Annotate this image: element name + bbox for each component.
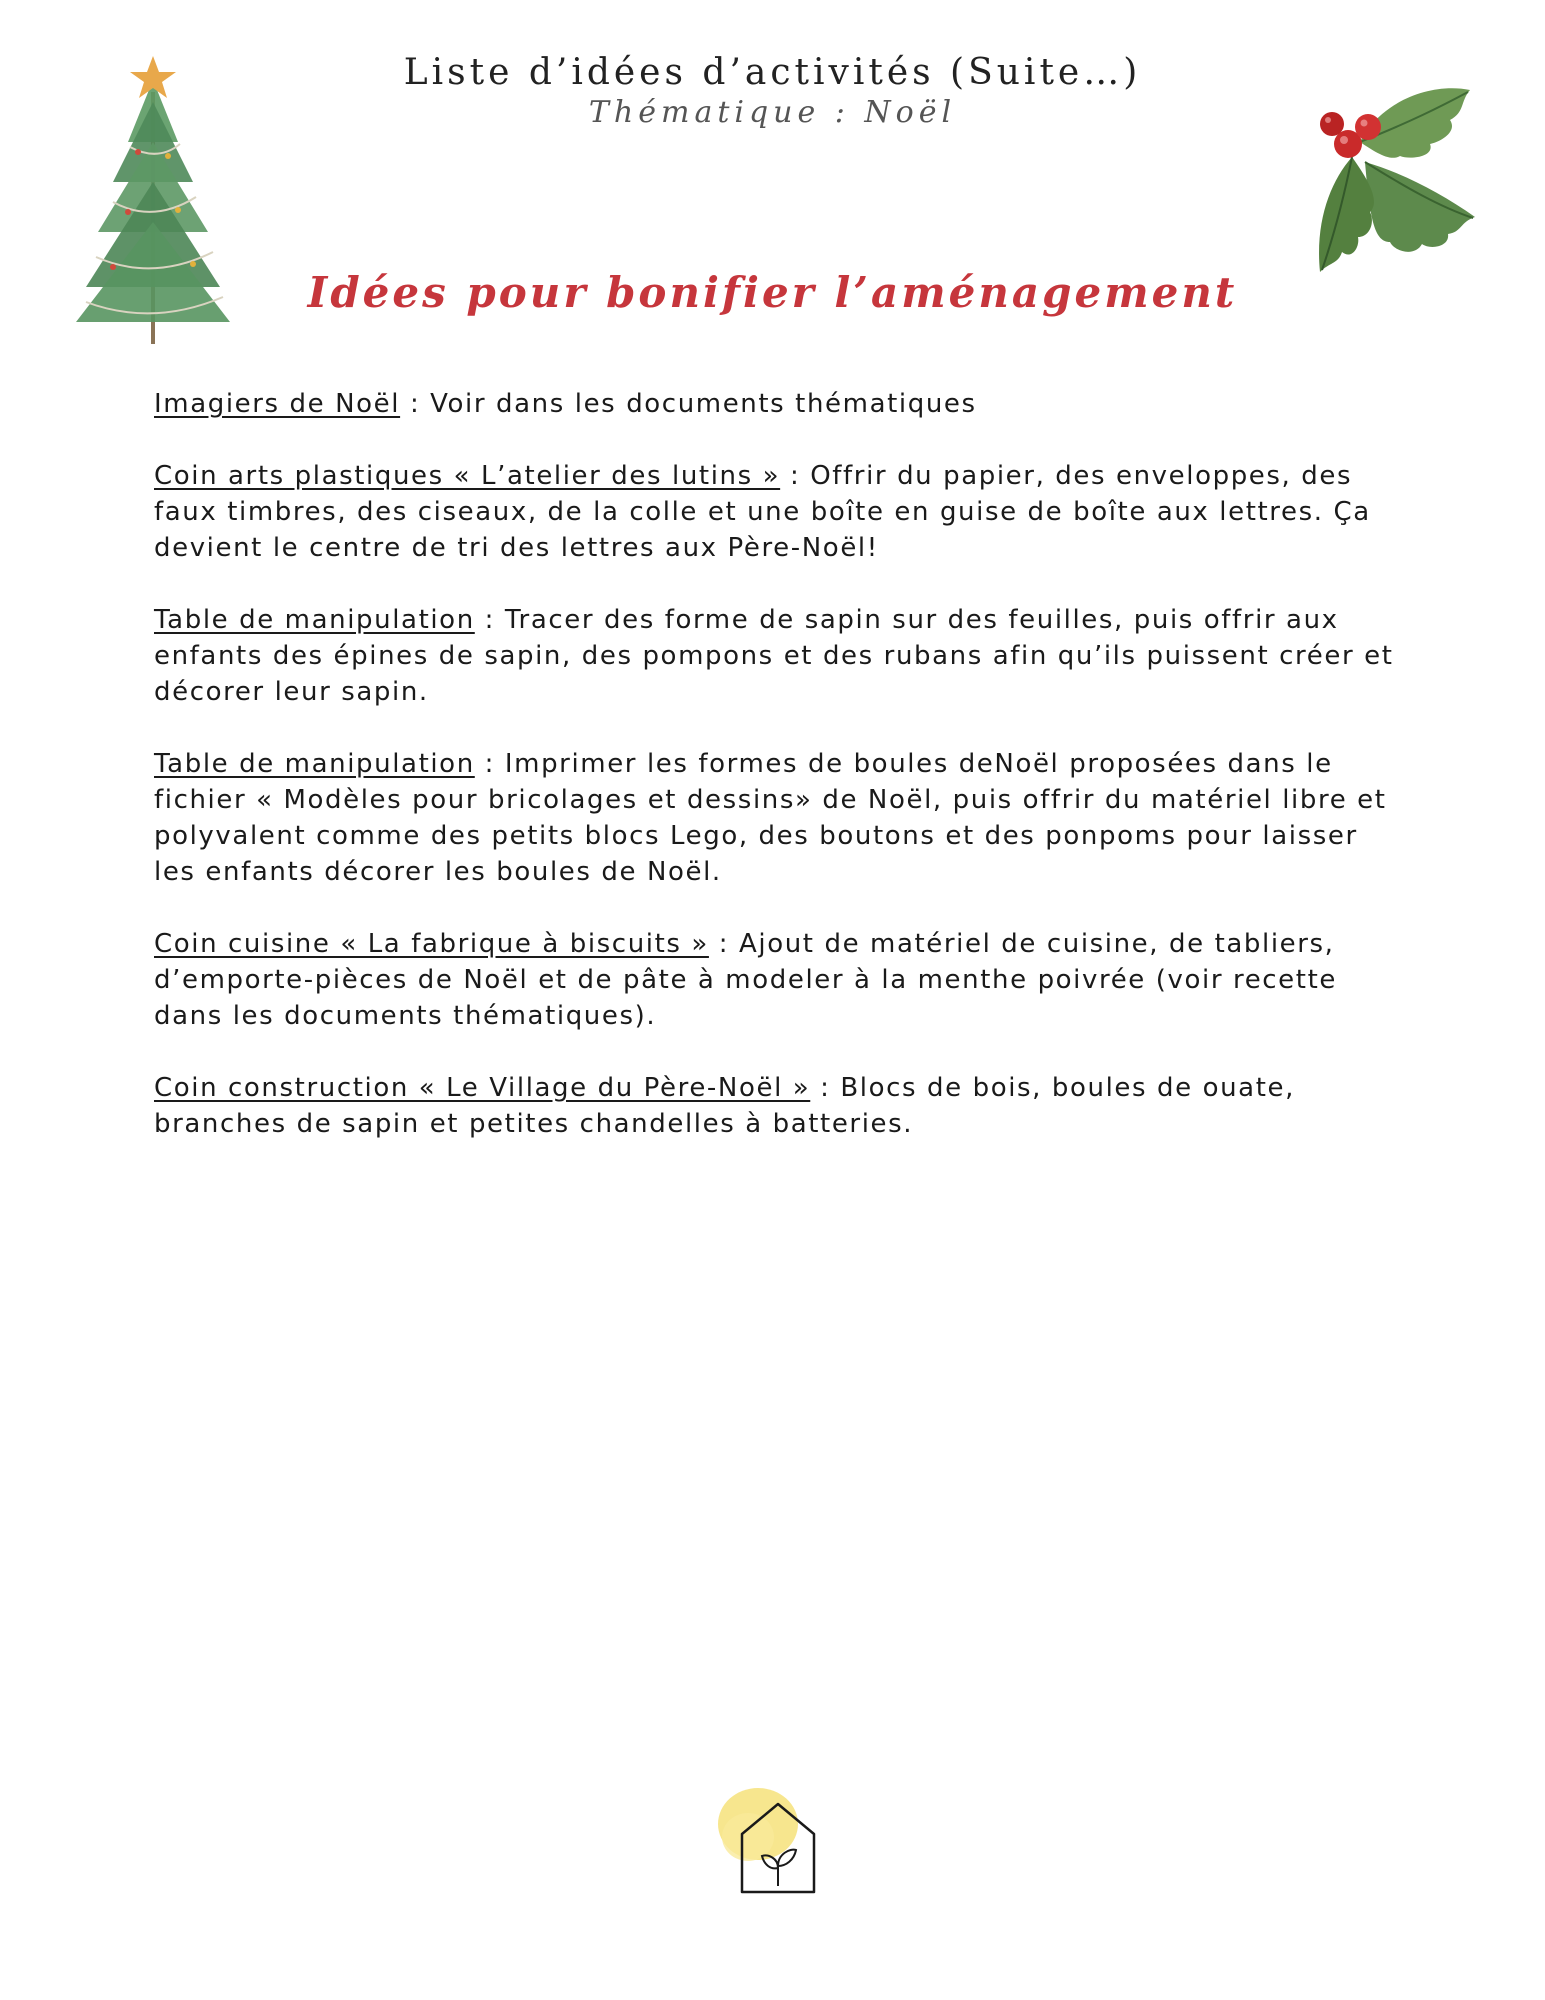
section-heading: Idées pour bonifier l’aménagement	[307, 268, 1238, 317]
document-title: Liste d’idées d’activités (Suite…)	[403, 52, 1142, 93]
item-label: Coin construction « Le Village du Père-Noël »	[154, 1073, 811, 1103]
item-text: : Blocs de bois, boules de ouate, branches de sapin et petites chandelles à batteries.	[154, 1073, 1295, 1139]
item-label: Table de manipulation	[154, 749, 475, 779]
list-item	[154, 1070, 1394, 1142]
list-item	[154, 602, 1394, 710]
list-item	[154, 458, 1394, 566]
list-item	[154, 386, 1394, 422]
item-label: Coin cuisine « La fabrique à biscuits »	[154, 929, 709, 959]
item-text: : Voir dans les documents thématiques	[400, 389, 977, 419]
item-text: : Offrir du papier, des enveloppes, des faux timbres, des ciseaux, de la colle et une boîte en guise de boîte aux lettres. Ça devient le centre de tri des lettres aux Père-Noël!	[154, 461, 1371, 563]
item-text: : Imprimer les formes de boules deNoël proposées dans le fichier « Modèles pour bricolages et dessins» de Noël, puis offrir du matériel libre et polyvalent comme des petits blocs Lego, des boutons et des ponpoms pour laisser les enfants décorer les boules de Noël.	[154, 749, 1387, 887]
item-label: Table de manipulation	[154, 605, 475, 635]
item-label: Imagiers de Noël	[154, 389, 401, 419]
item-label: Coin arts plastiques « L’atelier des lutins »	[154, 461, 781, 491]
house-sprout-logo-icon	[708, 1782, 838, 1902]
item-text: : Tracer des forme de sapin sur des feuilles, puis offrir aux enfants des épines de sapin, des pompons et des rubans afin qu’ils puissent créer et décorer leur sapin.	[154, 605, 1394, 707]
list-item	[154, 746, 1394, 890]
activity-list	[154, 386, 1394, 1178]
document-header	[0, 52, 1545, 130]
item-text: : Ajout de matériel de cuisine, de tabliers, d’emporte-pièces de Noël et de pâte à modeler à la menthe poivrée (voir recette dans les documents thématiques).	[154, 929, 1337, 1031]
list-item	[154, 926, 1394, 1034]
document-subtitle: Thématique : Noël	[588, 95, 957, 130]
